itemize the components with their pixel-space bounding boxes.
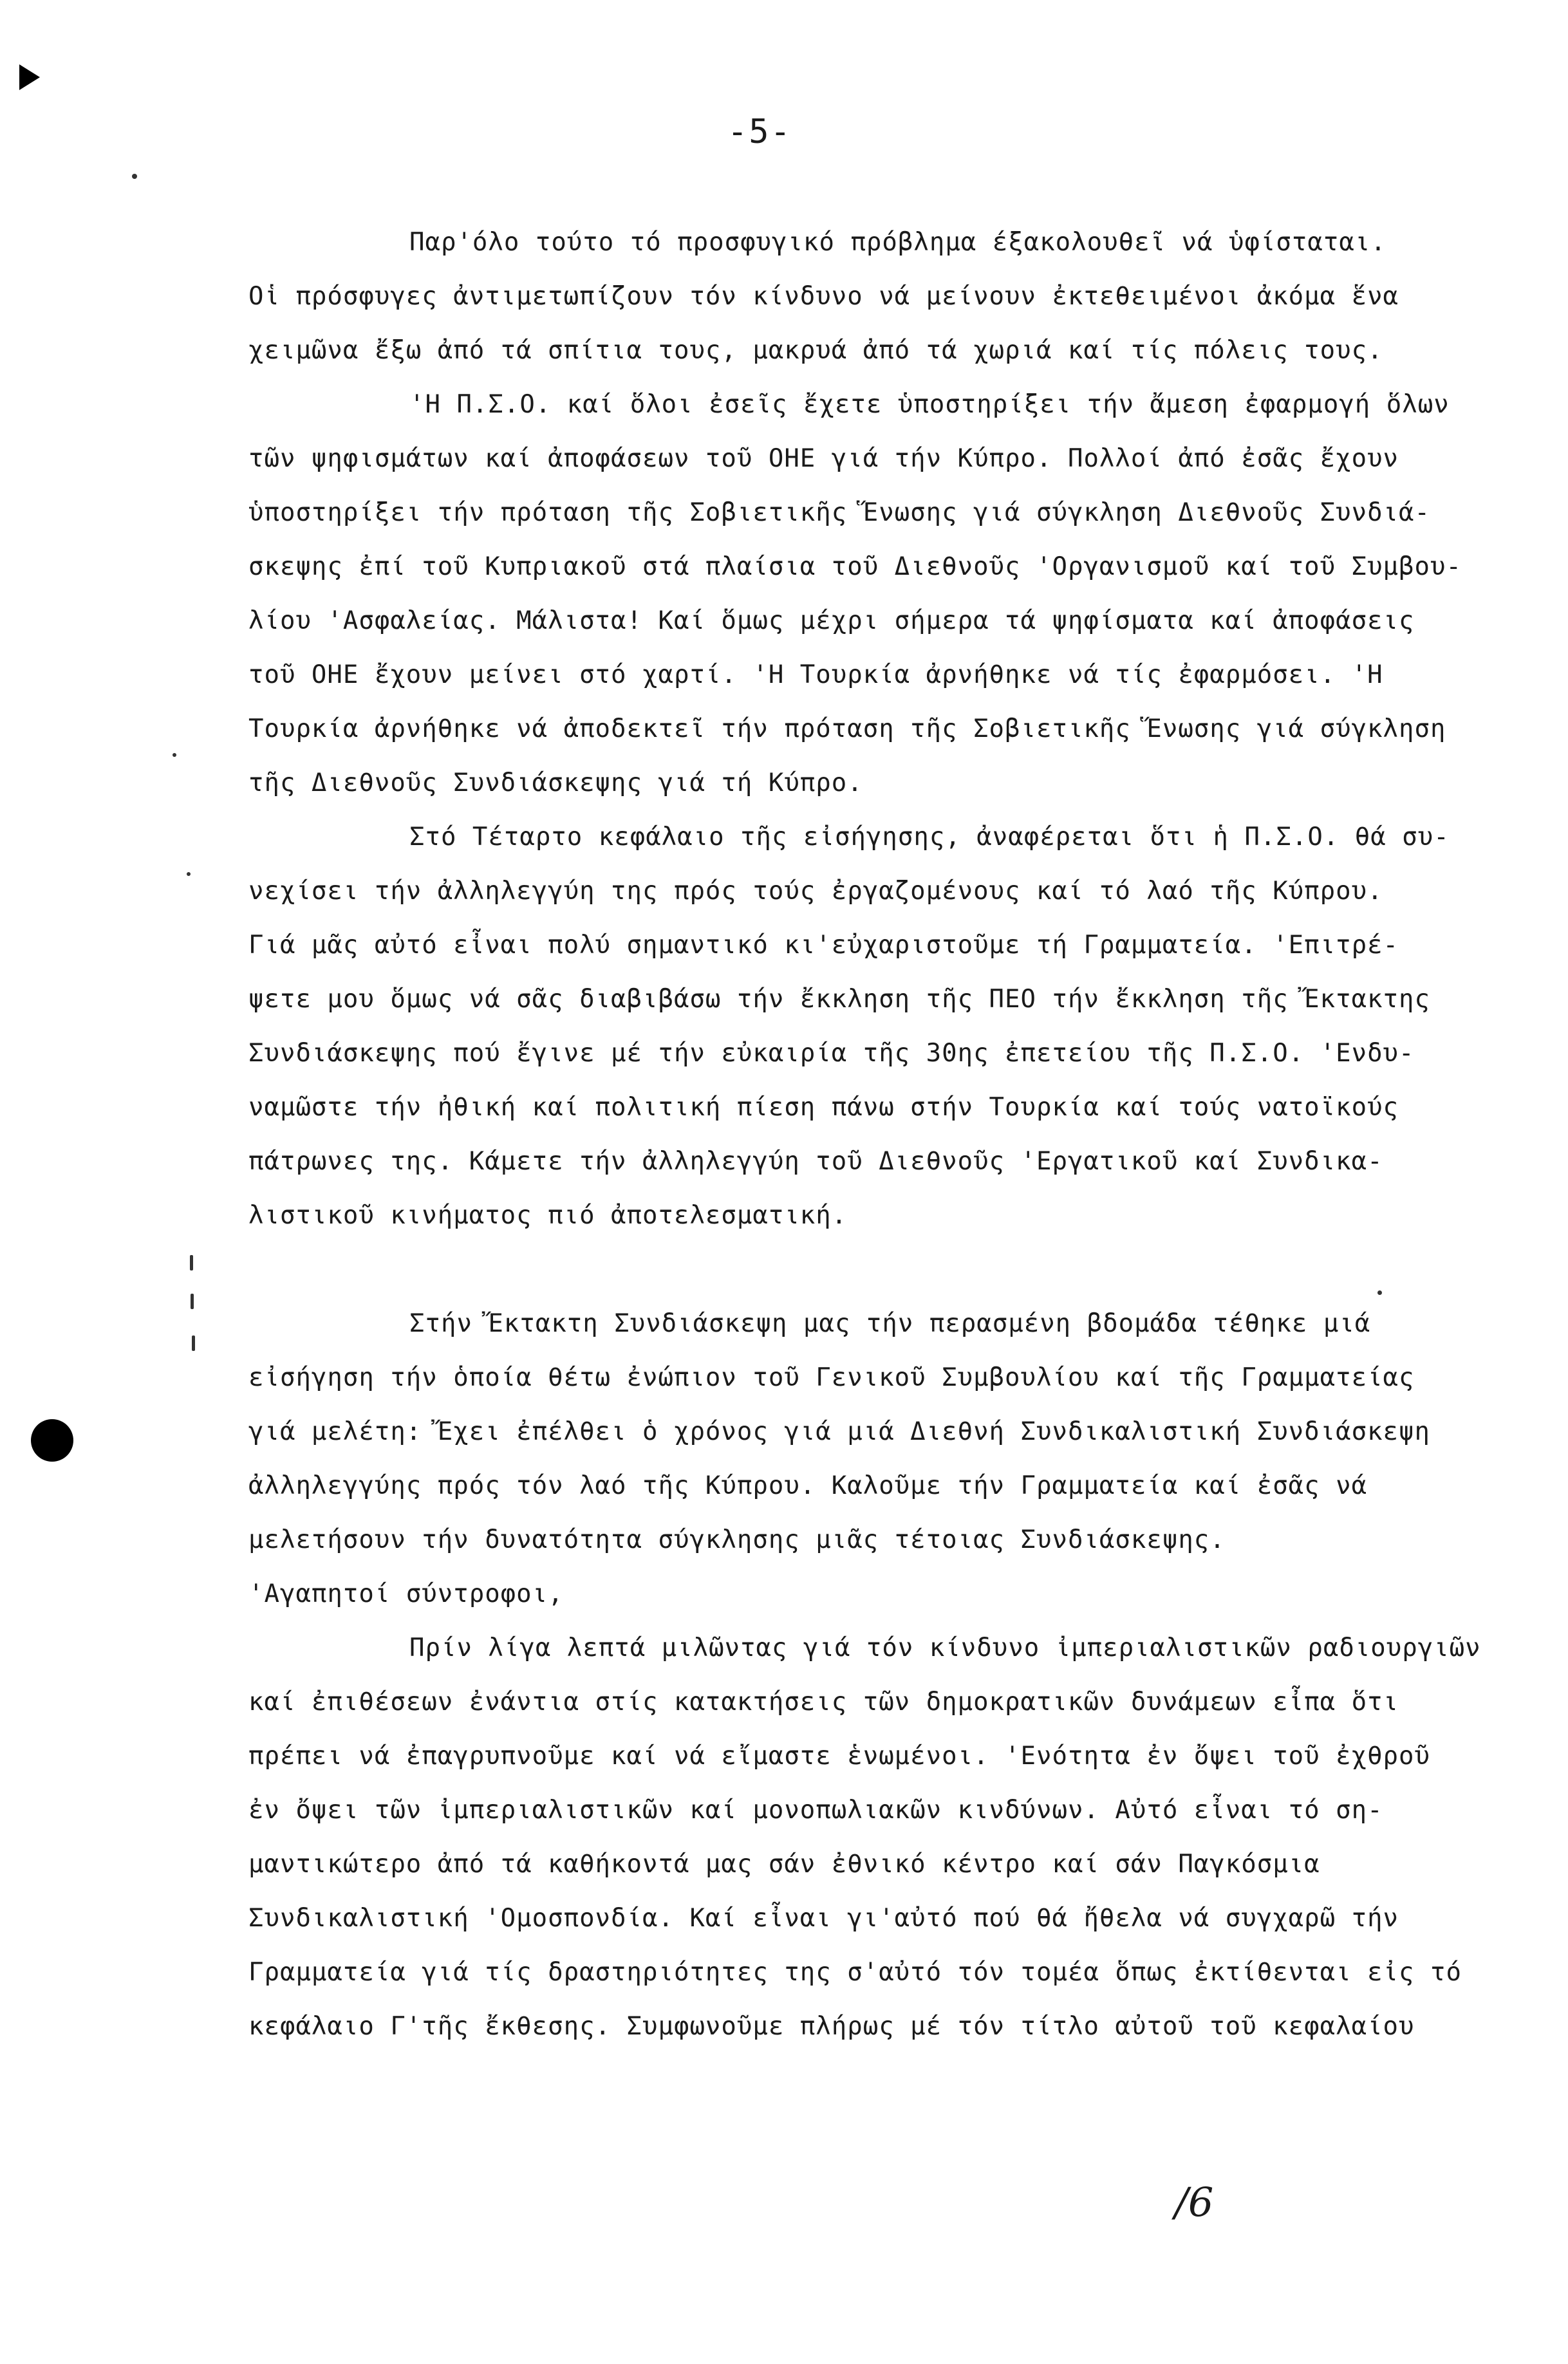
text-line: πάτρωνες της. Κάμετε τήν ἀλληλεγγύη τοῦ Διεθνοῦς 'Εργατικοῦ καί Συνδικα-	[248, 1147, 1383, 1176]
text-line: ψετε μου ὅμως νά σᾶς διαβιβάσω τήν ἔκκληση τῆς ΠΕΟ τήν ἔκκληση τῆς Ἔκτακτης	[248, 985, 1430, 1014]
text-line: Συνδιάσκεψης πού ἔγινε μέ τήν εὐκαιρία τῆς 30ης ἐπετείου τῆς Π.Σ.Ο. 'Ενδυ-	[248, 1039, 1415, 1068]
paragraph-gap	[248, 1243, 1471, 1297]
text-line: σκεψης ἐπί τοῦ Κυπριακοῦ στά πλαίσια τοῦ Διεθνοῦς 'Οργανισμοῦ καί τοῦ Συμβου-	[248, 552, 1462, 581]
text-line: 'Αγαπητοί σύντροφοι,	[248, 1579, 564, 1608]
text-line: Στό Τέταρτο κεφάλαιο τῆς εἰσήγησης, ἀναφέρεται ὅτι ἡ Π.Σ.Ο. θά συ-	[409, 823, 1450, 852]
page-number: -5-	[727, 113, 792, 151]
text-line: Στήν Ἔκτακτη Συνδιάσκεψη μας τήν περασμένη βδομάδα τέθηκε μιά	[409, 1309, 1371, 1338]
speck-mark	[190, 1255, 193, 1270]
text-line: λίου 'Ασφαλείας. Μάλιστα! Καί ὅμως μέχρι σήμερα τά ψηφίσματα καί ἀποφάσεις	[248, 606, 1415, 635]
speck-mark	[192, 1336, 195, 1351]
speck-mark	[132, 174, 137, 179]
text-line: Συνδικαλιστική 'Ομοσπονδία. Καί εἶναι γι'αὐτό πού θά ἤθελα νά συγχαρῶ τήν	[248, 1904, 1399, 1933]
speck-mark	[191, 1294, 194, 1309]
text-line: εἰσήγηση τήν ὁποία θέτω ἐνώπιον τοῦ Γενικοῦ Συμβουλίου καί τῆς Γραμματείας	[248, 1363, 1415, 1392]
text-line: μαντικώτερο ἀπό τά καθήκοντά μας σάν ἐθνικό κέντρο καί σάν Παγκόσμια	[248, 1850, 1320, 1879]
text-line: γιά μελέτη: Ἔχει ἐπέλθει ὁ χρόνος γιά μιά Διεθνή Συνδικαλιστική Συνδιάσκεψη	[248, 1417, 1430, 1446]
text-line: Οἱ πρόσφυγες ἀντιμετωπίζουν τόν κίνδυνο νά μείνουν ἐκτεθειμένοι ἀκόμα ἕνα	[248, 282, 1399, 311]
continuation-mark: /6	[1175, 2179, 1214, 2226]
speck-mark	[187, 872, 191, 876]
text-line: χειμῶνα ἔξω ἀπό τά σπίτια τους, μακρυά ἀπό τά χωριά καί τίς πόλεις τους.	[248, 336, 1383, 365]
text-line: Παρ'όλο τούτο τό προσφυγικό πρόβλημα έξακολουθεῖ νά ὑφίσταται.	[409, 228, 1386, 257]
text-line: νεχίσει τήν ἀλληλεγγύη της πρός τούς ἐργαζομένους καί τό λαό τῆς Κύπρου.	[248, 877, 1383, 906]
text-line: ἀλληλεγγύης πρός τόν λαό τῆς Κύπρου. Καλοῦμε τήν Γραμματεία καί ἐσᾶς νά	[248, 1471, 1368, 1500]
text-line: ὑποστηρίξει τήν πρόταση τῆς Σοβιετικῆς Ἕνωσης γιά σύγκληση Διεθνοῦς Συνδιά-	[248, 498, 1430, 527]
text-line: καί ἐπιθέσεων ἐνάντια στίς κατακτήσεις τῶν δημοκρατικῶν δυνάμεων εἶπα ὅτι	[248, 1688, 1399, 1717]
text-line: Γιά μᾶς αὐτό εἶναι πολύ σημαντικό κι'εὐχαριστοῦμε τή Γραμματεία. 'Επιτρέ-	[248, 931, 1399, 960]
text-line: 'Η Π.Σ.Ο. καί ὅλοι ἐσεῖς ἔχετε ὑποστηρίξει τήν ἄμεση ἐφαρμογή ὅλων	[409, 390, 1450, 419]
text-line: πρέπει νά ἐπαγρυπνοῦμε καί νά εἴμαστε ἑνωμένοι. 'Ενότητα ἐν ὄψει τοῦ ἐχθροῦ	[248, 1742, 1430, 1771]
text-line: λιστικοῦ κινήματος πιό ἀποτελεσματική.	[248, 1201, 848, 1230]
text-line: Τουρκία ἀρνήθηκε νά ἀποδεκτεῖ τήν πρόταση τῆς Σοβιετικῆς Ἕνωσης γιά σύγκληση	[248, 714, 1446, 743]
text-line: τοῦ ΟΗΕ ἔχουν μείνει στό χαρτί. 'Η Τουρκία ἀρνήθηκε νά τίς ἐφαρμόσει. 'Η	[248, 660, 1383, 689]
punch-hole-icon	[31, 1419, 73, 1462]
text-line: μελετήσουν τήν δυνατότητα σύγκλησης μιᾶς τέτοιας Συνδιάσκεψης.	[248, 1525, 1226, 1554]
speck-mark	[173, 753, 176, 757]
text-line: Πρίν λίγα λεπτά μιλῶντας γιά τόν κίνδυνο ἰμπεριαλιστικῶν ραδιουργιῶν	[409, 1633, 1481, 1662]
text-line: τῶν ψηφισμάτων καί ἀποφάσεων τοῦ ΟΗΕ γιά τήν Κύπρο. Πολλοί ἀπό ἐσᾶς ἔχουν	[248, 444, 1399, 473]
text-line: τῆς Διεθνοῦς Συνδιάσκεψης γιά τή Κύπρο.	[248, 768, 863, 797]
body-text	[248, 216, 1481, 2054]
corner-mark-icon	[19, 64, 40, 90]
text-line: ἐν ὄψει τῶν ἰμπεριαλιστικῶν καί μονοπωλιακῶν κινδύνων. Αὐτό εἶναι τό ση-	[248, 1796, 1383, 1825]
text-line: ναμῶστε τήν ἠθική καί πολιτική πίεση πάνω στήν Τουρκία καί τούς νατοϊκούς	[248, 1093, 1399, 1122]
text-line: κεφάλαιο Γ'τῆς ἔκθεσης. Συμφωνοῦμε πλήρως μέ τόν τίτλο αὐτοῦ τοῦ κεφαλαίου	[248, 2012, 1415, 2041]
text-line: Γραμματεία γιά τίς δραστηριότητες της σ'αὐτό τόν τομέα ὅπως ἐκτίθενται εἰς τό	[248, 1958, 1462, 1987]
